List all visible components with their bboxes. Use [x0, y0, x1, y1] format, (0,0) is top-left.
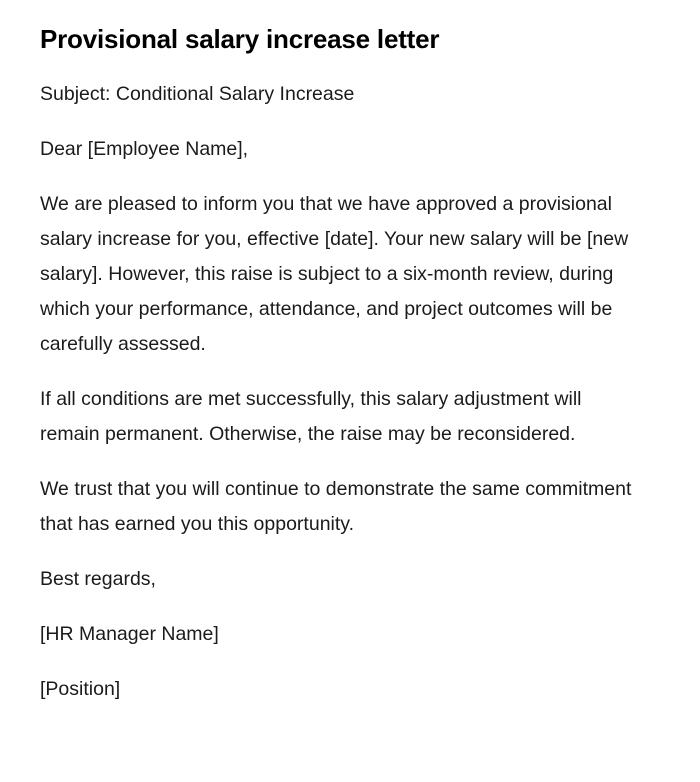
closing: Best regards, — [40, 568, 156, 590]
signature-position: [Position] — [40, 678, 121, 700]
page-title: Provisional salary increase letter — [40, 24, 440, 54]
body-paragraph-1: We are pleased to inform you that we have approved a provisional salary increase for you, effective [date]. Your new salary will be [new salary]. However, this raise is subject to a six-month review, during which your performance, attendance, and project outcomes will be carefully assessed. — [40, 193, 629, 355]
signature-name: [HR Manager Name] — [40, 623, 219, 645]
salutation: Dear [Employee Name], — [40, 138, 249, 160]
body-paragraph-2: If all conditions are met successfully, this salary adjustment will remain permanent. Otherwise, the raise may be reconsidered. — [40, 388, 582, 445]
subject-line: Subject: Conditional Salary Increase — [40, 83, 355, 105]
body-paragraph-3: We trust that you will continue to demonstrate the same commitment that has earned you this opportunity. — [40, 478, 632, 535]
